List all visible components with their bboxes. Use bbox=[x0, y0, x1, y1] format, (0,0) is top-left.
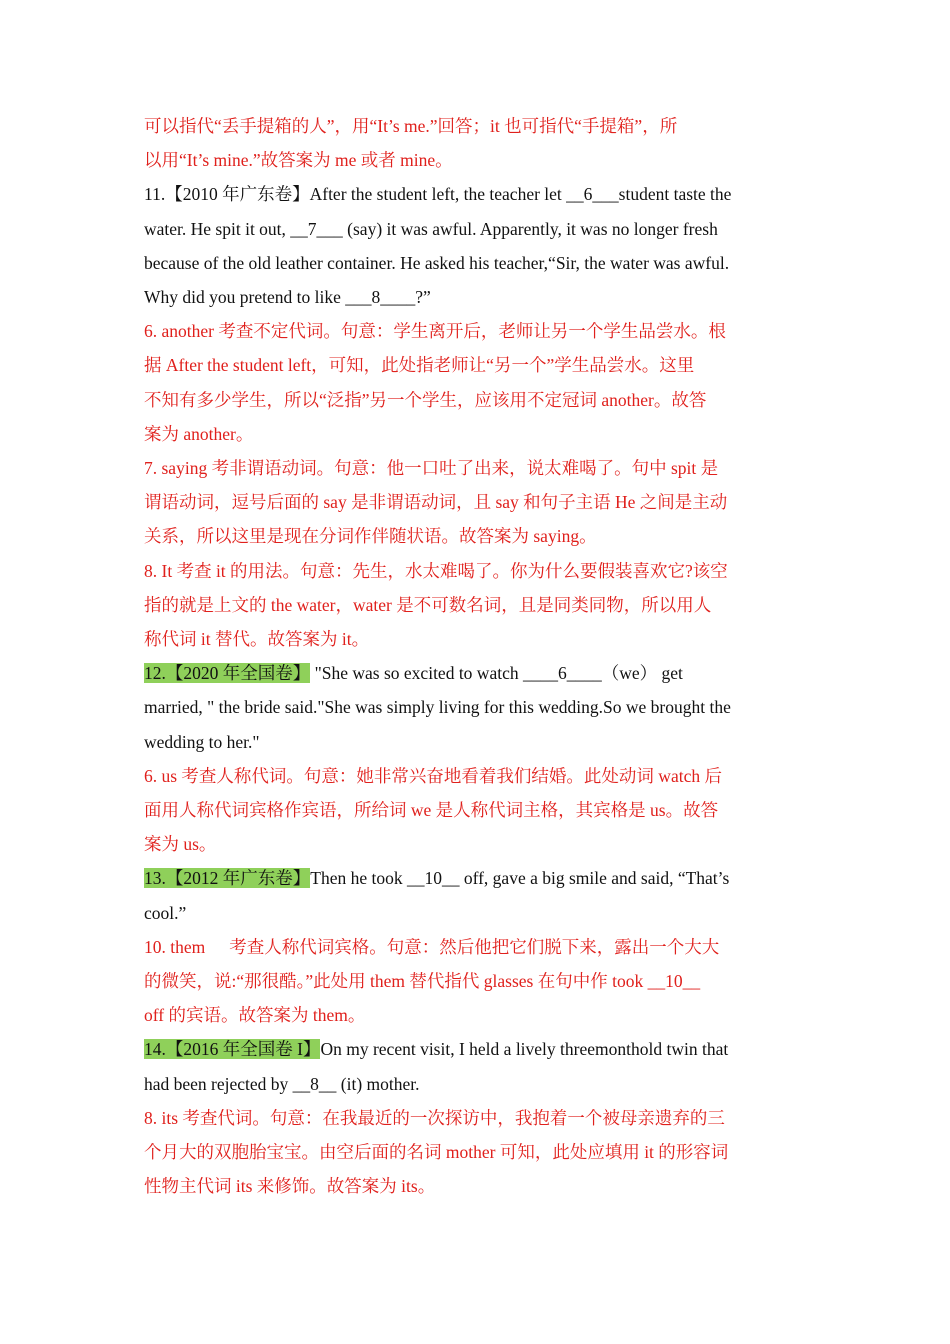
question-13-line: cool.” bbox=[144, 902, 187, 923]
question-13-text: Then he took __10__ off, gave a big smile and said, “That’s bbox=[310, 868, 730, 889]
answer-8-line: 8. It 考查 it 的用法。句意：先生，水太难喝了。你为什么要假装喜欢它?该空 bbox=[144, 560, 728, 581]
answer-14-line: 性物主代词 its 来修饰。故答案为 its。 bbox=[144, 1176, 436, 1197]
question-12-text: "She was so excited to watch ____6____（we） get bbox=[310, 663, 683, 684]
question-14-line: had been rejected by __8__ (it) mother. bbox=[144, 1073, 420, 1094]
answer-6-line: 6. another 考查不定代词。句意：学生离开后，老师让另一个学生品尝水。根 bbox=[144, 321, 726, 342]
question-14-source-label: 14.【2016 年全国卷 I】 bbox=[144, 1039, 321, 1060]
answer-12-line: 案为 us。 bbox=[144, 834, 217, 855]
answer-14-line: 8. its 考查代词。句意：在我最近的一次探访中，我抱着一个被母亲遗弃的三 bbox=[144, 1107, 725, 1128]
answer-7-line: 关系，所以这里是现在分词作伴随状语。故答案为 saying。 bbox=[144, 526, 597, 547]
answer-13-word: 10. them bbox=[144, 936, 206, 957]
question-14-text: On my recent visit, I held a lively threemonthold twin that bbox=[320, 1039, 729, 1060]
answer-line: 可以指代“丢手提箱的人”，用“It’s me.”回答；it 也可指代“手提箱”，所 bbox=[144, 116, 678, 136]
answer-7-line: 7. saying 考非谓语动词。句意：他一口吐了出来，说太难喝了。句中 spit 是 bbox=[144, 458, 719, 479]
question-12-line bbox=[144, 656, 810, 690]
answer-14-line: 个月大的双胞胎宝宝。由空后面的名词 mother 可知，此处应填用 it 的形容词 bbox=[144, 1142, 729, 1163]
answer-13-explanation: 考查人称代词宾格。句意：然后他把它们脱下来，露出一个大大 bbox=[229, 936, 720, 957]
question-12-line: married, " the bride said."She was simply living for this wedding.So we brought the bbox=[144, 697, 731, 718]
answer-13-line: 的微笑，说:“那很酷。”此处用 them 替代指代 glasses 在句中作 took __10__ bbox=[144, 971, 701, 992]
answer-7-line: 谓语动词，逗号后面的 say 是非谓语动词，且 say 和句子主语 He 之间是主动 bbox=[144, 492, 728, 513]
answer-13-line: off 的宾语。故答案为 them。 bbox=[144, 1005, 366, 1026]
question-11-line: because of the old leather container. He asked his teacher,“Sir, the water was awful. bbox=[144, 252, 730, 273]
answer-6-line: 不知有多少学生，所以“泛指”另一个学生，应该用不定冠词 another。故答 bbox=[144, 389, 707, 410]
question-12-line: wedding to her." bbox=[144, 731, 260, 752]
question-13-line bbox=[144, 861, 810, 895]
answer-8-line: 指的就是上文的 the water，water 是不可数名词，且是同类同物，所以用人 bbox=[144, 594, 712, 615]
answer-6-line: 据 After the student left，可知，此处指老师让“另一个”学生品尝水。这里 bbox=[144, 355, 695, 376]
answer-line: 以用“It’s mine.”故答案为 me 或者 mine。 bbox=[144, 150, 453, 171]
question-11-line: water. He spit it out, __7___ (say) it was awful. Apparently, it was no longer fresh bbox=[144, 218, 718, 239]
answer-12-line: 6. us 考查人称代词。句意：她非常兴奋地看着我们结婚。此处动词 watch 后 bbox=[144, 765, 722, 786]
question-14-line bbox=[144, 1032, 810, 1066]
answer-6-line: 案为 another。 bbox=[144, 423, 254, 444]
question-11-line: 11.【2010 年广东卷】After the student left, the teacher let __6___student taste the bbox=[144, 184, 732, 205]
question-11-line: Why did you pretend to like ___8____?” bbox=[144, 287, 431, 308]
answer-13-line bbox=[144, 930, 810, 964]
answer-8-line: 称代词 it 替代。故答案为 it。 bbox=[144, 629, 370, 650]
answer-12-line: 面用人称代词宾格作宾语，所给词 we 是人称代词主格，其宾格是 us。故答 bbox=[144, 800, 719, 821]
question-12-source-label: 12.【2020 年全国卷】 bbox=[144, 663, 311, 684]
question-13-source-label: 13.【2012 年广东卷】 bbox=[144, 868, 311, 889]
